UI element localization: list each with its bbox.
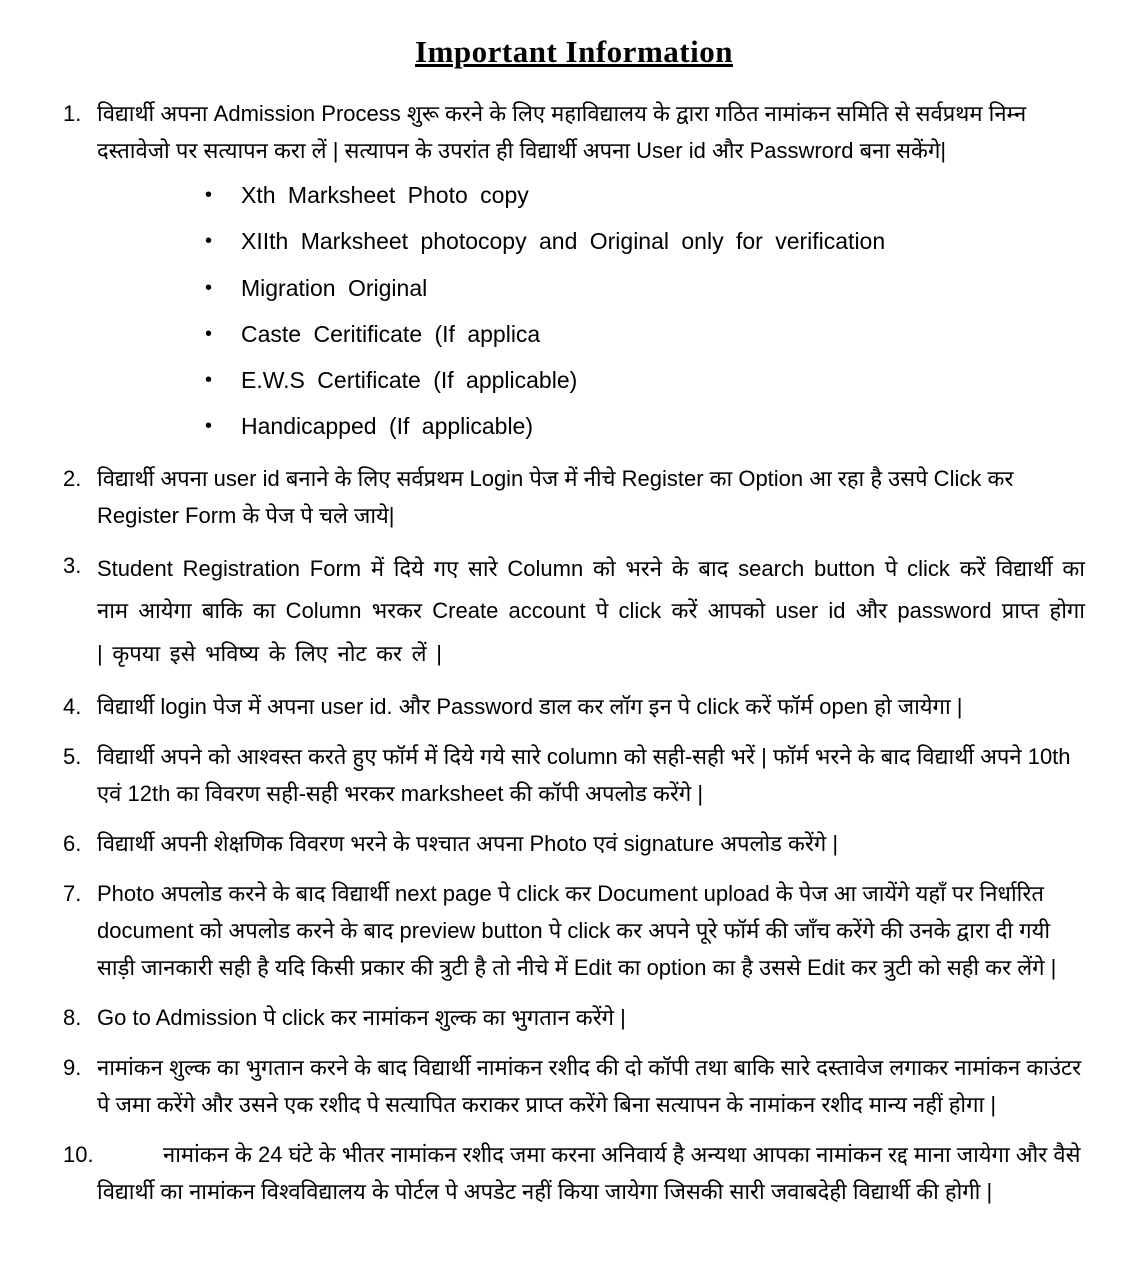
- list-item: [63, 548, 1085, 677]
- item-text: नामांकन के 24 घंटे के भीतर नामांकन रशीद जमा करना अनिवार्य है अन्यथा आपका नामांकन रद्द माना जायेगा और वैसे विद्यार्थी का नामांकन विश्वविद्यालय के पोर्टल पे अपडेट नहीं किया जायेगा जिसकी सारी जवाबदेही विद्यार्थी की होगी |: [97, 1141, 1081, 1204]
- document-bullet-list-wrapper: [63, 183, 1085, 440]
- item-number: 7.: [63, 881, 82, 907]
- bullet-icon: •: [205, 276, 213, 299]
- item-number: 3.: [63, 552, 82, 578]
- page-title: Important Information: [415, 34, 733, 69]
- bullet-item: [205, 322, 1085, 347]
- item-number: 1.: [63, 101, 82, 126]
- bullet-item: [205, 229, 1085, 254]
- bullet-icon: •: [205, 230, 213, 253]
- item-number: 8.: [63, 1004, 82, 1030]
- bullet-text: Handicapped (If applicable): [241, 413, 534, 440]
- item-text: विद्यार्थी अपनी शेक्षणिक विवरण भरने के पश्चात अपना Photo एवं signature अपलोड करेंगे |: [97, 831, 839, 857]
- list-item: [63, 876, 1085, 987]
- item-number: 2.: [63, 465, 82, 491]
- item-number: 5.: [63, 744, 82, 770]
- bullet-item: [205, 414, 1085, 439]
- bullet-item: [205, 368, 1085, 393]
- item-text: नामांकन शुल्क का भुगतान करने के बाद विद्यार्थी नामांकन रशीद की दो कॉपी तथा बाकि सारे दस्तावेज लगाकर नामांकन काउंटर पे जमा करेंगे और उसने एक रशीद पे सत्यापित कराकर प्राप्त करेंगे बिना सत्यापन के नामांकन रशीद मान्य नहीं होगा |: [97, 1054, 1082, 1117]
- list-item: [63, 96, 1085, 170]
- item-text: विद्यार्थी अपने को आश्वस्त करते हुए फॉर्म में दिये गये सारे column को सही-सही भरें | फॉर्म भरने के बाद विद्यार्थी अपने 10th एवं 12th का विवरण सही-सही भरकर marksheet की कॉपी अपलोड करेंगे |: [97, 744, 1071, 807]
- bullet-text: Xth Marksheet Photo copy: [241, 181, 529, 208]
- bullet-text: XIIth Marksheet photocopy and Original only for verification: [241, 228, 886, 255]
- list-item: [63, 1137, 1085, 1211]
- list-item: [63, 739, 1085, 813]
- item-text: विद्यार्थी अपना Admission Process शुरू करने के लिए महाविद्यालय के द्वारा गठित नामांकन समिति से सर्वप्रथम निम्न दस्तावेजो पर सत्यापन करा लें | सत्यापन के उपरांत ही विद्यार्थी अपना User id और Passwrord बना सकेंगे|: [97, 101, 1027, 163]
- bullet-icon: •: [205, 369, 213, 392]
- bullet-item: [205, 183, 1085, 208]
- bullet-text: Caste Ceritificate (If applica: [241, 320, 541, 347]
- list-item: [63, 1000, 1085, 1037]
- item-text: विद्यार्थी login पेज में अपना user id. और Password डाल कर लॉग इन पे click करें फॉर्म open हो जायेगा |: [97, 694, 963, 720]
- item-number: 6.: [63, 831, 82, 857]
- list-item: [63, 461, 1085, 535]
- item-text: Student Registration Form में दिये गए सारे Column को भरने के बाद search button पे click करें विद्यार्थी का नाम आयेगा बाकि का Column भरकर Create account पे click करें आपको user id और password प्राप्त होगा | कृपया इसे भविष्य के लिए नोट कर लें |: [97, 555, 1085, 667]
- bullet-text: Migration Original: [241, 274, 428, 301]
- item-text: Go to Admission पे click कर नामांकन शुल्क का भुगतान करेंगे |: [97, 1004, 626, 1030]
- item-text: Photo अपलोड करने के बाद विद्यार्थी next page पे click कर Document upload के पेज आ जायेंगे यहाँ पर निर्धारित document को अपलोड करने के बाद preview button पे click कर अपने पूरे फॉर्म की जाँच करेंगे की उनके द्वारा दी गयी साड़ी जानकारी सही है यदि किसी प्रकार की त्रुटी है तो नीचे में Edit का option का है उससे Edit कर त्रुटी को सही कर लेंगे |: [97, 881, 1057, 980]
- instruction-list: [63, 96, 1085, 1211]
- item-number: 10.: [63, 1141, 94, 1167]
- bullet-text: E.W.S Certificate (If applicable): [241, 367, 578, 394]
- bullet-icon: •: [205, 415, 213, 438]
- bullet-icon: •: [205, 183, 213, 206]
- bullet-icon: •: [205, 322, 213, 345]
- list-item: [63, 826, 1085, 863]
- item-number: 4.: [63, 694, 82, 720]
- item-text: विद्यार्थी अपना user id बनाने के लिए सर्वप्रथम Login पेज में नीचे Register का Option आ रहा है उसपे Click कर Register Form के पेज पे चले जाये|: [97, 465, 1014, 528]
- list-item: [63, 1050, 1085, 1124]
- item-number: 9.: [63, 1054, 82, 1080]
- list-item: [63, 689, 1085, 726]
- document-bullet-list: [63, 183, 1085, 440]
- bullet-item: [205, 276, 1085, 301]
